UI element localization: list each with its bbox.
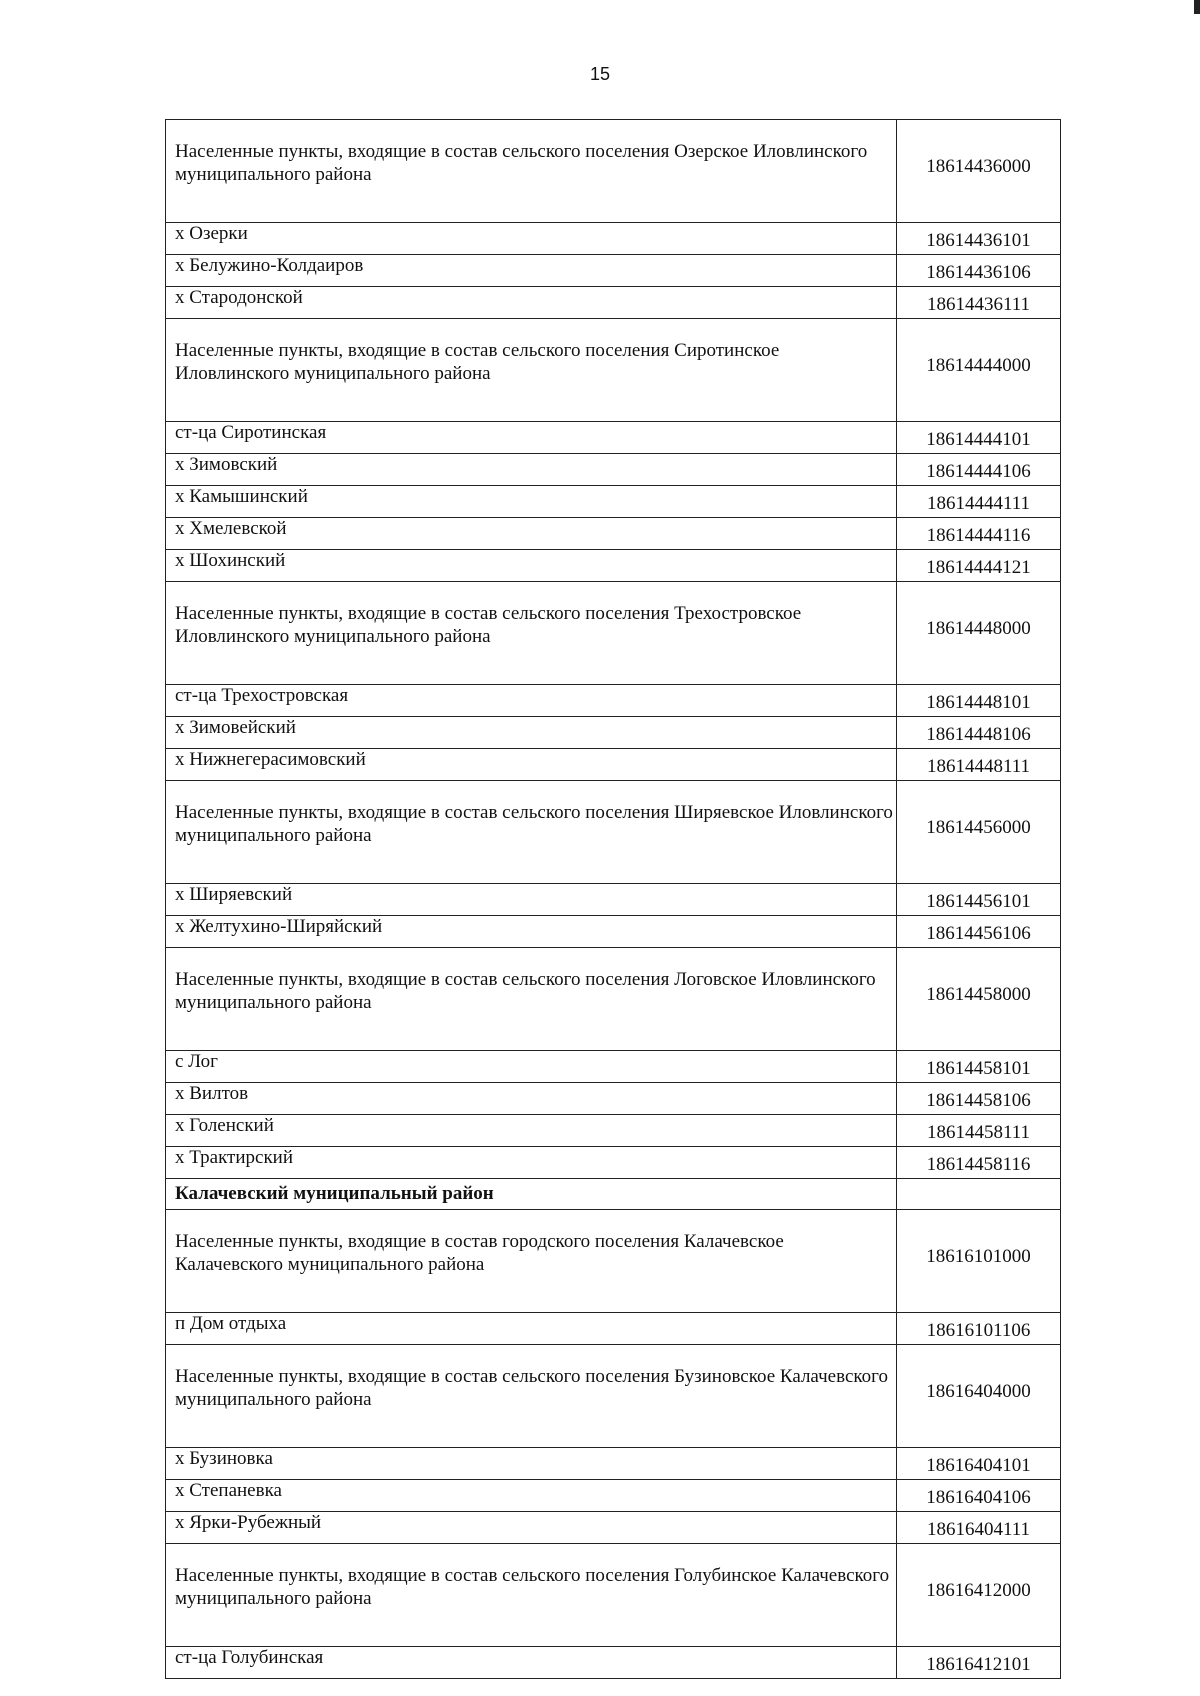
table-row (166, 884, 1061, 916)
settlement-name: Населенные пункты, входящие в состав сельского поселения Ширяевское Иловлинского муниципального района (166, 781, 897, 884)
oktmo-code: 18616404000 (897, 1345, 1061, 1448)
oktmo-code: 18614444000 (897, 319, 1061, 422)
oktmo-code: 18616412000 (897, 1544, 1061, 1647)
settlement-group-row (166, 781, 1061, 884)
table-row (166, 1647, 1061, 1679)
settlement-name: х Зимовский (166, 454, 897, 486)
oktmo-code: 18616101106 (897, 1313, 1061, 1345)
oktmo-code: 18616101000 (897, 1210, 1061, 1313)
settlement-name: Населенные пункты, входящие в состав сельского поселения Бузиновское Калачевского муниципального района (166, 1345, 897, 1448)
district-row (166, 1179, 1061, 1210)
oktmo-code: 18614448000 (897, 582, 1061, 685)
table-row (166, 1313, 1061, 1345)
oktmo-code (897, 1179, 1061, 1210)
settlement-name: х Голенский (166, 1115, 897, 1147)
page-number: 15 (589, 64, 611, 84)
table-row (166, 1083, 1061, 1115)
settlement-name: х Зимовейский (166, 717, 897, 749)
oktmo-code: 18614436106 (897, 255, 1061, 287)
table-row (166, 454, 1061, 486)
settlement-group-row (166, 1544, 1061, 1647)
settlement-name: х Вилтов (166, 1083, 897, 1115)
settlement-name: ст-ца Трехостровская (166, 685, 897, 717)
oktmo-code: 18614444106 (897, 454, 1061, 486)
oktmo-code: 18614436000 (897, 120, 1061, 223)
settlement-group-row (166, 120, 1061, 223)
table-row (166, 486, 1061, 518)
oktmo-code: 18616412101 (897, 1647, 1061, 1679)
oktmo-code: 18614458116 (897, 1147, 1061, 1179)
settlement-name: Населенные пункты, входящие в состав сельского поселения Логовское Иловлинского муниципального района (166, 948, 897, 1051)
settlement-group-row (166, 948, 1061, 1051)
settlement-name: х Трактирский (166, 1147, 897, 1179)
oktmo-code: 18614458101 (897, 1051, 1061, 1083)
district-name: Калачевский муниципальный район (166, 1179, 897, 1210)
settlement-name: Населенные пункты, входящие в состав сельского поселения Озерское Иловлинского муниципального района (166, 120, 897, 223)
table-row (166, 255, 1061, 287)
settlement-name: Населенные пункты, входящие в состав сельского поселения Голубинское Калачевского муниципального района (166, 1544, 897, 1647)
settlement-name: х Ширяевский (166, 884, 897, 916)
scan-edge-mark (1194, 0, 1200, 14)
table-row (166, 223, 1061, 255)
settlement-name: х Бузиновка (166, 1448, 897, 1480)
settlement-name: х Ярки-Рубежный (166, 1512, 897, 1544)
oktmo-code: 18614444121 (897, 550, 1061, 582)
settlement-name: с Лог (166, 1051, 897, 1083)
table-row (166, 518, 1061, 550)
settlement-name: х Нижнегерасимовский (166, 749, 897, 781)
oktmo-code: 18614436101 (897, 223, 1061, 255)
oktmo-code: 18614458000 (897, 948, 1061, 1051)
oktmo-code: 18614436111 (897, 287, 1061, 319)
table-row (166, 1448, 1061, 1480)
settlement-name: ст-ца Сиротинская (166, 422, 897, 454)
table-row (166, 916, 1061, 948)
settlement-name: п Дом отдыха (166, 1313, 897, 1345)
table-row (166, 717, 1061, 749)
table-row (166, 1512, 1061, 1544)
oktmo-code: 18614444116 (897, 518, 1061, 550)
settlement-name: х Стародонской (166, 287, 897, 319)
table-row (166, 685, 1061, 717)
settlement-group-row (166, 1210, 1061, 1313)
oktmo-code: 18616404106 (897, 1480, 1061, 1512)
settlement-name: х Степаневка (166, 1480, 897, 1512)
oktmo-code: 18614458111 (897, 1115, 1061, 1147)
settlement-name: х Шохинский (166, 550, 897, 582)
settlements-table (165, 119, 1061, 1679)
settlement-name: х Камышинский (166, 486, 897, 518)
settlement-name: ст-ца Голубинская (166, 1647, 897, 1679)
table-row (166, 1147, 1061, 1179)
oktmo-code: 18614448101 (897, 685, 1061, 717)
oktmo-code: 18614456101 (897, 884, 1061, 916)
table-row (166, 287, 1061, 319)
settlement-name: х Озерки (166, 223, 897, 255)
oktmo-code: 18616404101 (897, 1448, 1061, 1480)
oktmo-code: 18614444101 (897, 422, 1061, 454)
oktmo-code: 18614444111 (897, 486, 1061, 518)
settlement-name: х Хмелевской (166, 518, 897, 550)
settlement-group-row (166, 319, 1061, 422)
settlement-name: Населенные пункты, входящие в состав сельского поселения Трехостровское Иловлинского муниципального района (166, 582, 897, 685)
settlement-group-row (166, 1345, 1061, 1448)
table-row (166, 1115, 1061, 1147)
settlement-name: Населенные пункты, входящие в состав городского поселения Калачевское Калачевского муниципального района (166, 1210, 897, 1313)
oktmo-code: 18614448111 (897, 749, 1061, 781)
table-row (166, 422, 1061, 454)
oktmo-code: 18614456106 (897, 916, 1061, 948)
table-row (166, 749, 1061, 781)
oktmo-code: 18616404111 (897, 1512, 1061, 1544)
table-row (166, 1480, 1061, 1512)
settlement-name: Населенные пункты, входящие в состав сельского поселения Сиротинское Иловлинского муниципального района (166, 319, 897, 422)
oktmo-code: 18614456000 (897, 781, 1061, 884)
settlement-group-row (166, 582, 1061, 685)
settlement-name: х Белужино-Колдаиров (166, 255, 897, 287)
oktmo-code: 18614448106 (897, 717, 1061, 749)
oktmo-code: 18614458106 (897, 1083, 1061, 1115)
table-row (166, 1051, 1061, 1083)
settlement-name: х Желтухино-Ширяйский (166, 916, 897, 948)
table-row (166, 550, 1061, 582)
